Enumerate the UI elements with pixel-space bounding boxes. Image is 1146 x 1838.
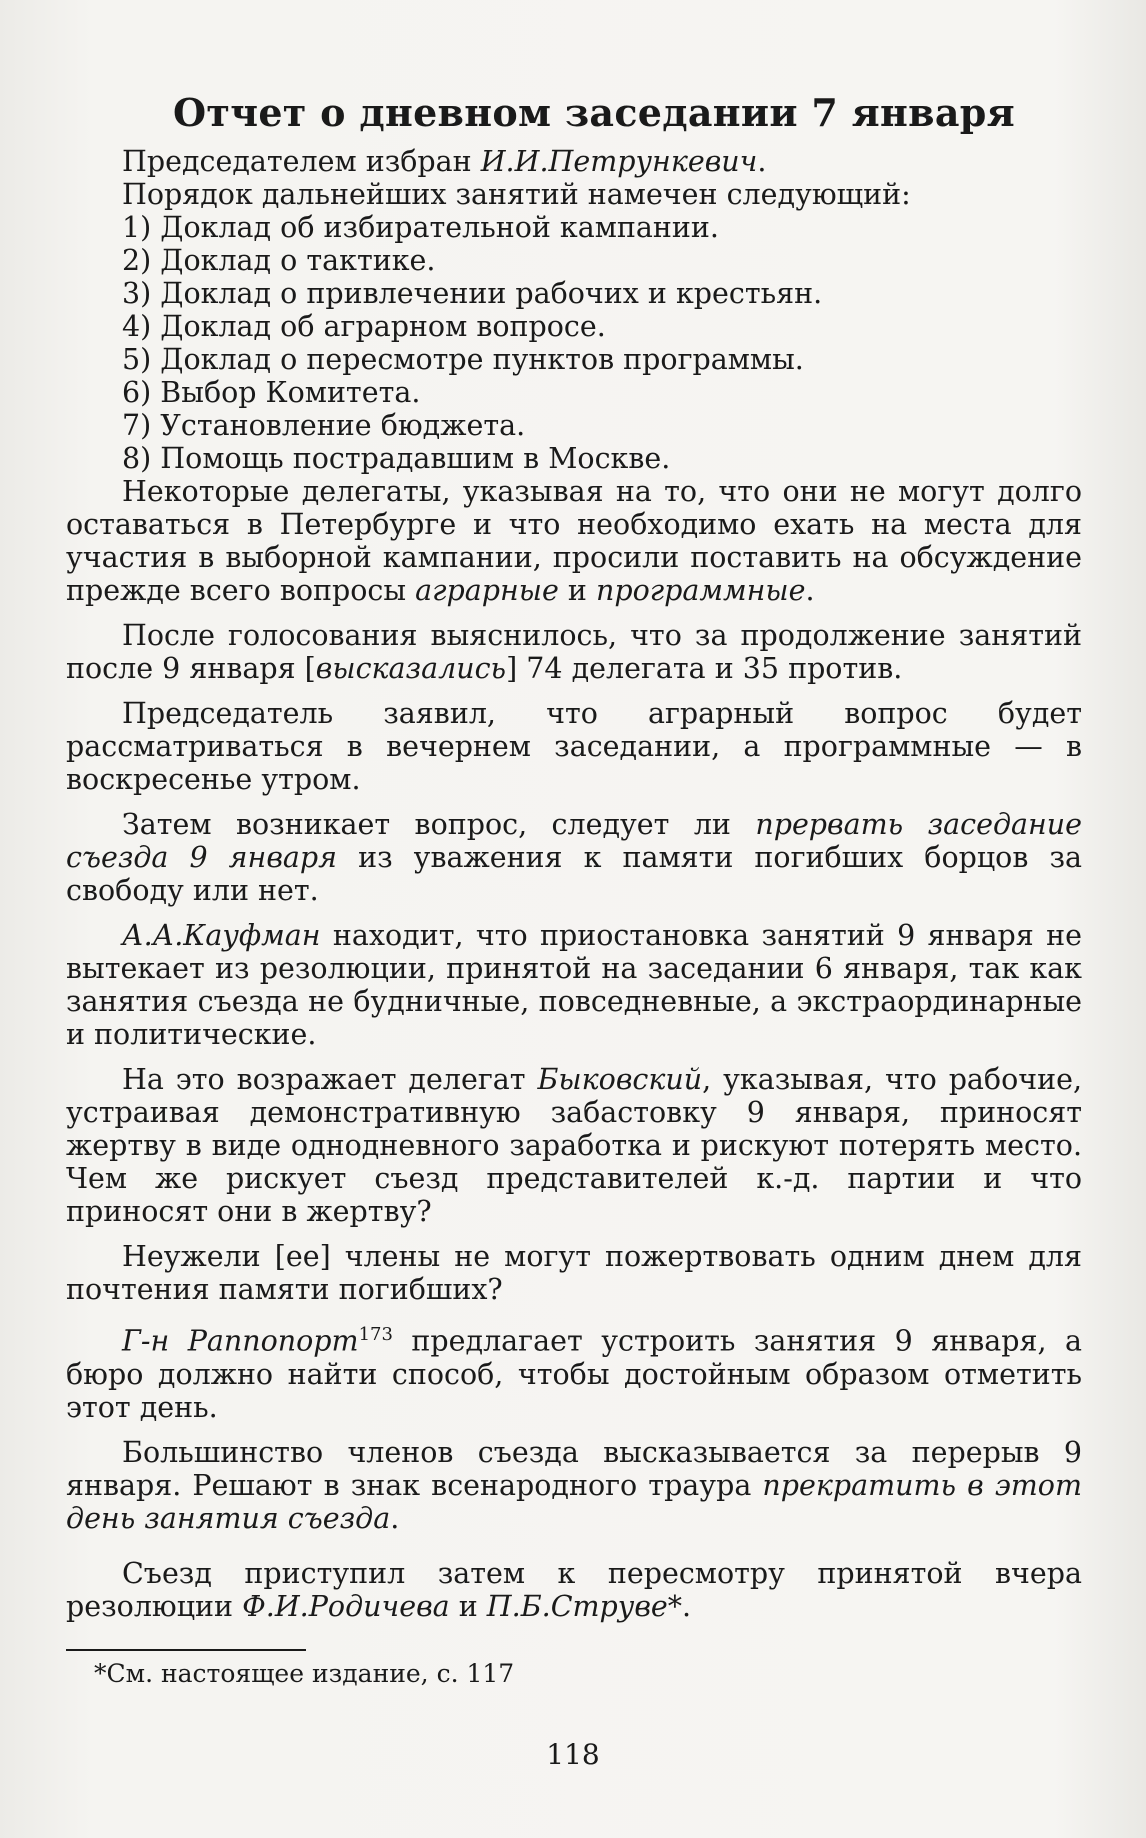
italic-run: прервать заседание съезда 9 января [66,808,1082,874]
question-paragraph [66,808,1082,907]
text-run: из уважения к памяти погибших борцов за свободу или нет. [66,841,1082,907]
text-run: ] 74 делегата и 35 против. [506,652,903,685]
agenda-intro: Порядок дальнейших занятий намечен следующий: [122,178,911,211]
footnote: *См. настоящее издание, с. 117 [94,1658,515,1688]
italic-run: программные [595,574,806,607]
text-run: *. [667,1589,692,1623]
chair-paragraph: Председатель заявил, что аграрный вопрос будет рассматриваться в вечернем заседании, а программные — в воскресенье утром. [66,697,1082,796]
chairman-suffix: . [757,145,767,178]
agenda-list [66,211,1082,475]
italic-run: высказались [315,652,507,685]
text-run: предлагает устроить занятия 9 января, а бюро должно найти способ, чтобы достойным образом отметить этот день. [66,1324,1082,1424]
majority-paragraph [66,1436,1082,1535]
chairman-paragraph [66,145,1082,178]
text-run: На это возражает делегат [122,1063,538,1096]
text-run: После голосования выяснилось, что за продолжение занятий после 9 января [ [66,619,1082,685]
italic-run: А.А.Кауфман [122,919,321,952]
agenda-item: 1) Доклад об избирательной кампании. [122,211,719,244]
italic-run: аграрные [415,574,559,607]
agenda-item: 4) Доклад об аграрном вопросе. [122,310,606,343]
text-run: Большинство членов съезда высказывается за перерыв 9 января. Решают в знак всенародного траура [66,1435,1082,1502]
agenda-item: 7) Установление бюджета. [122,409,526,442]
chairman-name: И.И.Петрункевич [480,145,758,178]
page-title: Отчет о дневном заседании 7 января [172,90,1016,135]
footnote-ref: 173 [358,1324,393,1345]
text-run: Затем возникает вопрос, следует ли [122,808,756,841]
page-number: 118 [546,1738,600,1771]
kaufman-paragraph [66,919,1082,1051]
text-run: Съезд приступил затем к пересмотру принятой вчера резолюции [66,1556,1082,1623]
italic-run: Г-н Раппопорт [122,1324,359,1358]
text-run: и [449,1589,487,1623]
agenda-item: 8) Помощь пострадавшим в Москве. [122,442,671,475]
text-run: , указывая, что рабочие, устраивая демонстративную забастовку 9 января, приносят жертву в виде однодневного заработка и рискуют потерять место. Чем же рискует съезд представителей к.-д. партии и что приносят они в жертву? [66,1063,1083,1228]
text-run: находит, что приостановка занятий 9 января не вытекает из резолюции, принятой на заседании 6 января, так как занятия съезда не будничные, повседневные, а экстраординарные и политические. [66,919,1082,1051]
rappoport-paragraph [66,1318,1082,1424]
sacrifice-paragraph: Неужели [ее] члены не могут пожертвовать одним днем для почтения памяти погибших? [66,1240,1082,1306]
text-run: Некоторые делегаты, указывая на то, что они не могут долго оставаться в Петербурге и что необходимо ехать на места для участия в выборной кампании, просили поставить на обсуждение прежде всего вопросы [66,475,1082,607]
italic-run: П.Б.Струве [486,1589,668,1623]
agenda-item: 2) Доклад о тактике. [122,244,436,277]
text-run: . [805,574,815,607]
chairman-prefix: Председателем избран [122,145,481,178]
italic-run: прекратить в этот день занятия съезда [66,1468,1082,1535]
revision-paragraph [66,1557,1082,1623]
delegates-paragraph [66,475,1082,607]
text-run: и [558,574,596,607]
italic-run: Быковский [537,1063,703,1096]
bykovsky-paragraph [66,1063,1082,1228]
vote-paragraph [66,619,1082,685]
text-column [66,90,1082,1689]
italic-run: Ф.И.Родичева [242,1589,450,1623]
agenda-item: 6) Выбор Комитета. [122,376,421,409]
agenda-item: 5) Доклад о пересмотре пунктов программы. [122,343,804,376]
agenda-item: 3) Доклад о привлечении рабочих и крестьян. [122,277,823,310]
text-run: . [390,1501,400,1535]
footnote-divider [66,1649,306,1651]
